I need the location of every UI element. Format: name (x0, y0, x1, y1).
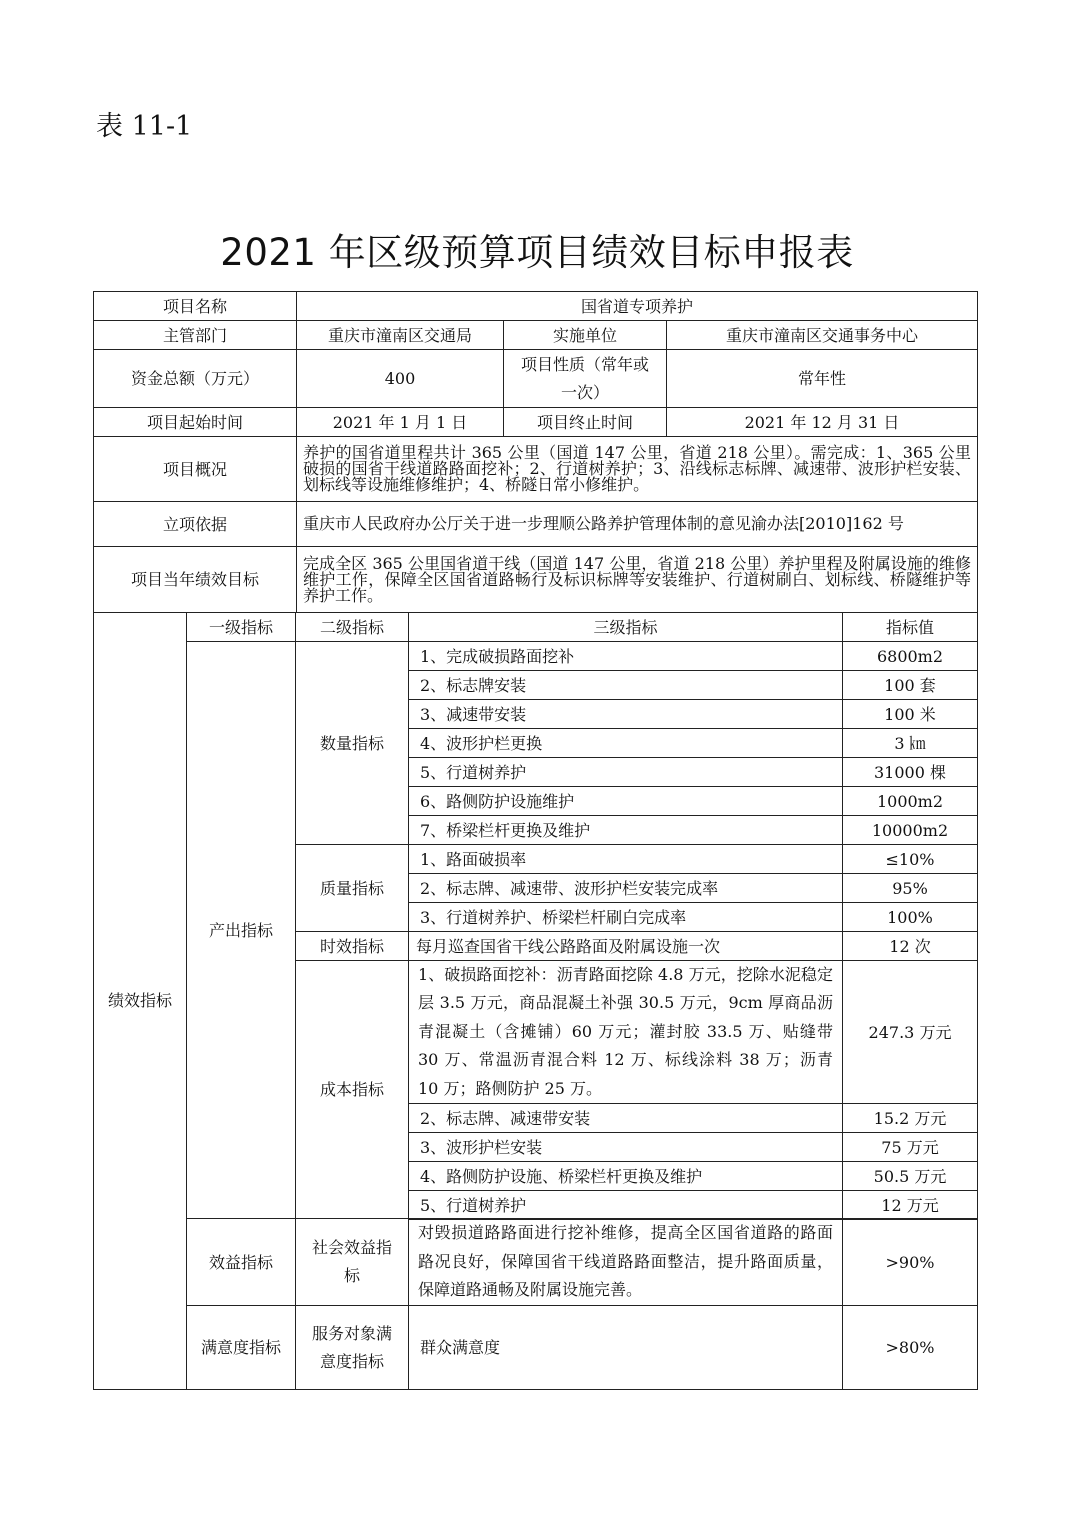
cost-item-5-name: 5、行道树养护 (408, 1190, 843, 1220)
output-indicator-label: 产出指标 (186, 641, 296, 1219)
header-level3: 三级指标 (408, 612, 843, 642)
project-name-value: 国省道专项养护 (296, 291, 978, 321)
document-title: 2021 年区级预算项目绩效目标申报表 (220, 231, 854, 274)
header-level2: 二级指标 (295, 612, 409, 642)
indicator-group-label: 绩效指标 (93, 612, 187, 1390)
quantity-item-3-name: 3、减速带安装 (408, 699, 843, 729)
quantity-item-5-value: 31000 棵 (842, 757, 978, 787)
quantity-item-4-name: 4、波形护栏更换 (408, 728, 843, 758)
goal-text: 完成全区 365 公里国省道干线（国道 147 公里，省道 218 公里）养护里程及附属设施的维修维护工作，保障全区国省道路畅行及标识标牌等安装维护、行道树刷白、划标线、桥隧维护等养护工作。 (296, 546, 978, 613)
nature-value: 常年性 (666, 349, 978, 408)
impl-label: 实施单位 (503, 320, 667, 350)
end-label: 项目终止时间 (503, 407, 667, 437)
quality-item-3-name: 3、行道树养护、桥梁栏杆刷白完成率 (408, 902, 843, 932)
benefit-indicator-label: 效益指标 (186, 1218, 296, 1306)
funds-value: 400 (296, 349, 504, 408)
cost-item-4-value: 50.5 万元 (842, 1161, 978, 1191)
goal-label: 项目当年绩效目标 (93, 546, 297, 613)
quality-item-2-name: 2、标志牌、减速带、波形护栏安装完成率 (408, 873, 843, 903)
cost-item-1-value: 247.3 万元 (842, 960, 978, 1104)
start-label: 项目起始时间 (93, 407, 297, 437)
cost-item-3-name: 3、波形护栏安装 (408, 1132, 843, 1162)
quantity-item-2-value: 100 套 (842, 670, 978, 700)
impl-value: 重庆市潼南区交通事务中心 (666, 320, 978, 350)
social-benefit-value: >90% (842, 1218, 978, 1306)
cost-indicator-label: 成本指标 (295, 960, 409, 1219)
social-benefit-label: 社会效益指标 (295, 1218, 409, 1306)
table-number-label: 表 11-1 (96, 111, 193, 142)
cost-item-3-value: 75 万元 (842, 1132, 978, 1162)
nature-label: 项目性质（常年或一次） (503, 349, 667, 408)
quantity-item-4-value: 3 ㎞ (842, 728, 978, 758)
cost-item-2-name: 2、标志牌、减速带安装 (408, 1103, 843, 1133)
start-value: 2021 年 1 月 1 日 (296, 407, 504, 437)
overview-label: 项目概况 (93, 436, 297, 502)
basis-label: 立项依据 (93, 501, 297, 547)
service-satisfaction-name: 群众满意度 (408, 1305, 843, 1390)
quantity-item-3-value: 100 米 (842, 699, 978, 729)
header-value: 指标值 (842, 612, 978, 642)
quality-item-3-value: 100% (842, 902, 978, 932)
cost-item-2-value: 15.2 万元 (842, 1103, 978, 1133)
quality-item-2-value: 95% (842, 873, 978, 903)
service-satisfaction-value: >80% (842, 1305, 978, 1390)
quality-indicator-label: 质量指标 (295, 844, 409, 932)
quantity-item-2-name: 2、标志牌安装 (408, 670, 843, 700)
quantity-indicator-label: 数量指标 (295, 641, 409, 845)
cost-item-5-value: 12 万元 (842, 1190, 978, 1220)
end-value: 2021 年 12 月 31 日 (666, 407, 978, 437)
quantity-item-6-value: 1000m2 (842, 786, 978, 816)
quality-item-1-name: 1、路面破损率 (408, 844, 843, 874)
timeliness-indicator-label: 时效指标 (295, 931, 409, 961)
project-name-label: 项目名称 (93, 291, 297, 321)
header-level1: 一级指标 (186, 612, 296, 642)
timeliness-item-name: 每月巡查国省干线公路路面及附属设施一次 (408, 931, 843, 961)
basis-text: 重庆市人民政府办公厅关于进一步理顺公路养护管理体制的意见渝办法[2010]162 号 (296, 501, 978, 547)
funds-label: 资金总额（万元） (93, 349, 297, 408)
quantity-item-7-value: 10000m2 (842, 815, 978, 845)
quantity-item-1-value: 6800m2 (842, 641, 978, 671)
cost-item-1-name: 1、破损路面挖补：沥青路面挖除 4.8 万元，挖除水泥稳定层 3.5 万元，商品混凝土补强 30.5 万元，9cm 厚商品沥青混凝土（含摊铺）60 万元；灌封胶 33.5 万、贴缝带 30 万、常温沥青混合料 12 万、标线涂料 38 万；沥青 10 万；路侧防护 25 万。 (408, 960, 843, 1104)
quality-item-1-value: ≤10% (842, 844, 978, 874)
quantity-item-7-name: 7、桥梁栏杆更换及维护 (408, 815, 843, 845)
dept-value: 重庆市潼南区交通局 (296, 320, 504, 350)
cost-item-4-name: 4、路侧防护设施、桥梁栏杆更换及维护 (408, 1161, 843, 1191)
social-benefit-name: 对毁损道路路面进行挖补维修，提高全区国省道路的路面路况良好，保障国省干线道路路面整洁，提升路面质量，保障道路通畅及附属设施完善。 (408, 1218, 843, 1306)
overview-text: 养护的国省道里程共计 365 公里（国道 147 公里，省道 218 公里）。需完成：1、365 公里破损的国省干线道路路面挖补；2、行道树养护；3、沿线标志标牌、减速带、波形护栏安装、划标线等设施维修维护；4、桥隧日常小修维护。 (296, 436, 978, 502)
dept-label: 主管部门 (93, 320, 297, 350)
quantity-item-6-name: 6、路侧防护设施维护 (408, 786, 843, 816)
satisfaction-indicator-label: 满意度指标 (186, 1305, 296, 1390)
quantity-item-1-name: 1、完成破损路面挖补 (408, 641, 843, 671)
service-satisfaction-label: 服务对象满意度指标 (295, 1305, 409, 1390)
timeliness-item-value: 12 次 (842, 931, 978, 961)
quantity-item-5-name: 5、行道树养护 (408, 757, 843, 787)
